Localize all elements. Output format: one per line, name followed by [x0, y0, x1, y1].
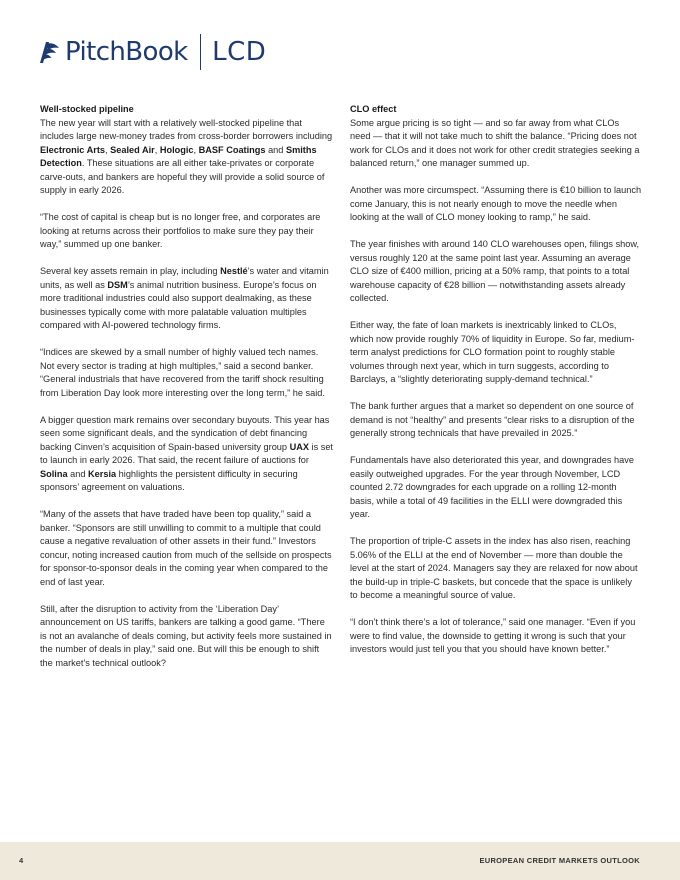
company-name: Hologic	[159, 144, 194, 155]
company-name: UAX	[289, 441, 309, 452]
company-name: BASF Coatings	[198, 144, 266, 155]
company-name: Electronic Arts	[40, 144, 106, 155]
company-name: Sealed Air	[110, 144, 155, 155]
body-paragraph: “The cost of capital is cheap but is no longer free, and corporates are looking at returns across their portfolios to make sure they pay their way,” summed up one banker.	[40, 212, 321, 249]
pitchbook-lcd-logo	[37, 34, 266, 70]
company-name: Kersia	[88, 468, 117, 479]
right-column-body	[350, 117, 642, 657]
pitchbook-bird-icon	[37, 39, 61, 65]
body-paragraph: The proportion of triple-C assets in the index has also risen, reaching 5.06% of the ELLI at the end of November — more than double the level at the start of 2024. Managers say they are relaxed for now about the build-up in triple-C baskets, but concede that the space is unlikely to become a meaningful source of value.	[350, 536, 638, 600]
section-heading-clo-effect: CLO effect	[350, 104, 397, 114]
logo-wordmark: PitchBook	[65, 37, 188, 67]
company-name: Nestlé	[220, 266, 248, 276]
logo-divider	[200, 34, 202, 70]
body-paragraph: Either way, the fate of loan markets is inextricably linked to CLOs, which now provide roughly 70% of liquidity in Europe. So far, medium-term analyst predictions for CLO formation point to roughly stable volumes through next year, which in turn suggests, according to Barclays, a “slightly deteriorating supply-demand technical.”	[350, 320, 635, 384]
body-paragraph: Fundamentals have also deteriorated this year, and downgrades have easily outweighed upgrades. For the year through November, LCD counted 2.72 downgrades for each upgrade on a rolling 12-month basis, while a total of 49 facilities in the ELLI were downgraded this year.	[350, 455, 634, 519]
publication-title: EUROPEAN CREDIT MARKETS OUTLOOK	[479, 856, 640, 865]
body-paragraph: “I don’t think there’s a lot of tolerance,” said one manager. “Even if you were to find value, the downside to getting it wrong is such that your investors would just tell you that you should have known better.”	[350, 617, 636, 654]
page-footer	[0, 842, 680, 880]
body-paragraph: The year finishes with around 140 CLO warehouses open, filings show, versus roughly 120 at the same point last year. Assuming an average CLO size of €400 million, pricing at a 50% ramp, that points to a total warehouse capacity of €28 billion — notwithstanding assets already collected.	[350, 239, 640, 303]
left-column	[40, 103, 333, 684]
page-number: 4	[19, 856, 24, 865]
logo-product-name: LCD	[212, 37, 267, 67]
body-paragraph: “Indices are skewed by a small number of highly valued tech names. Not every sector is trading at high multiples,” said a second banker. “General industrials that have recovered from the tariff shock resulting from Liberation Day look more interesting over the long term,” he said.	[40, 347, 325, 398]
company-name: Smiths Detection	[40, 144, 317, 168]
body-paragraph: Several key assets remain in play, including Nestlé’s water and vitamin units, as well as DSM’s animal nutrition business. Europe’s focus on more traditional industries could also support dealmaking, as these businesses typically come with more palatable valuation multiples compared with AI-powered technology firms.	[40, 266, 329, 330]
body-paragraph: Still, after the disruption to activity from the ‘Liberation Day’ announcement on US tariffs, bankers are talking a good game. “There is not an avalanche of deals coming, but activity feels more sustained in the number of deals in play,” said one. But will this be enough to shift the market’s technical outlook?	[40, 603, 332, 668]
body-paragraph: “Many of the assets that have traded have been top quality,” said a banker. “Sponsors are still unwilling to commit to a multiple that could cause a negative revaluation of other assets in their fund.” Investors concur, noting increased caution from much of the sellside on prospects for sponsor-to-sponsor deals in the coming year when compared to the end of last year.	[40, 509, 332, 587]
right-column	[350, 103, 642, 670]
body-paragraph: The new year will start with a relatively well-stocked pipeline that includes large new-money trades from cross-border borrowers including Electronic Arts, Sealed Air, Hologic, BASF Coatings and Smiths Detection. These situations are all either take-privates or corporate carve-outs, and bankers are hopeful they will provide a solid source of supply in early 2026.	[40, 117, 333, 195]
body-paragraph: Some argue pricing is so tight — and so far away from what CLOs need — that it will not take much to shift the balance. “Pricing does not work for CLOs and it does not work for other credit strategies seeking a balanced return,” one manager summed up.	[350, 117, 640, 168]
left-column-body	[40, 117, 333, 671]
section-heading-pipeline: Well-stocked pipeline	[40, 104, 134, 114]
body-paragraph: Another was more circumspect. “Assuming there is €10 billion to launch come January, this is not nearly enough to move the needle when looking at the wall of CLO money looking to ramp,” he said.	[350, 185, 642, 222]
body-paragraph: The bank further argues that a market so dependent on one source of demand is not “healthy” and presents “clear risks to a disruption of the generally strong technicals that have prevailed in 2025.”	[350, 401, 635, 438]
company-name: Solina	[40, 468, 68, 479]
company-name: DSM	[107, 279, 128, 290]
body-paragraph: A bigger question mark remains over secondary buyouts. This year has seen some significant deals, and the syndication of debt financing backing Cinven’s acquisition of Spain-based university group UAX is set to launch in early 2026. That said, the recent failure of auctions for Solina and Kersia highlights the persistent difficulty in securing sponsors’ agreement on valuations.	[40, 414, 333, 492]
